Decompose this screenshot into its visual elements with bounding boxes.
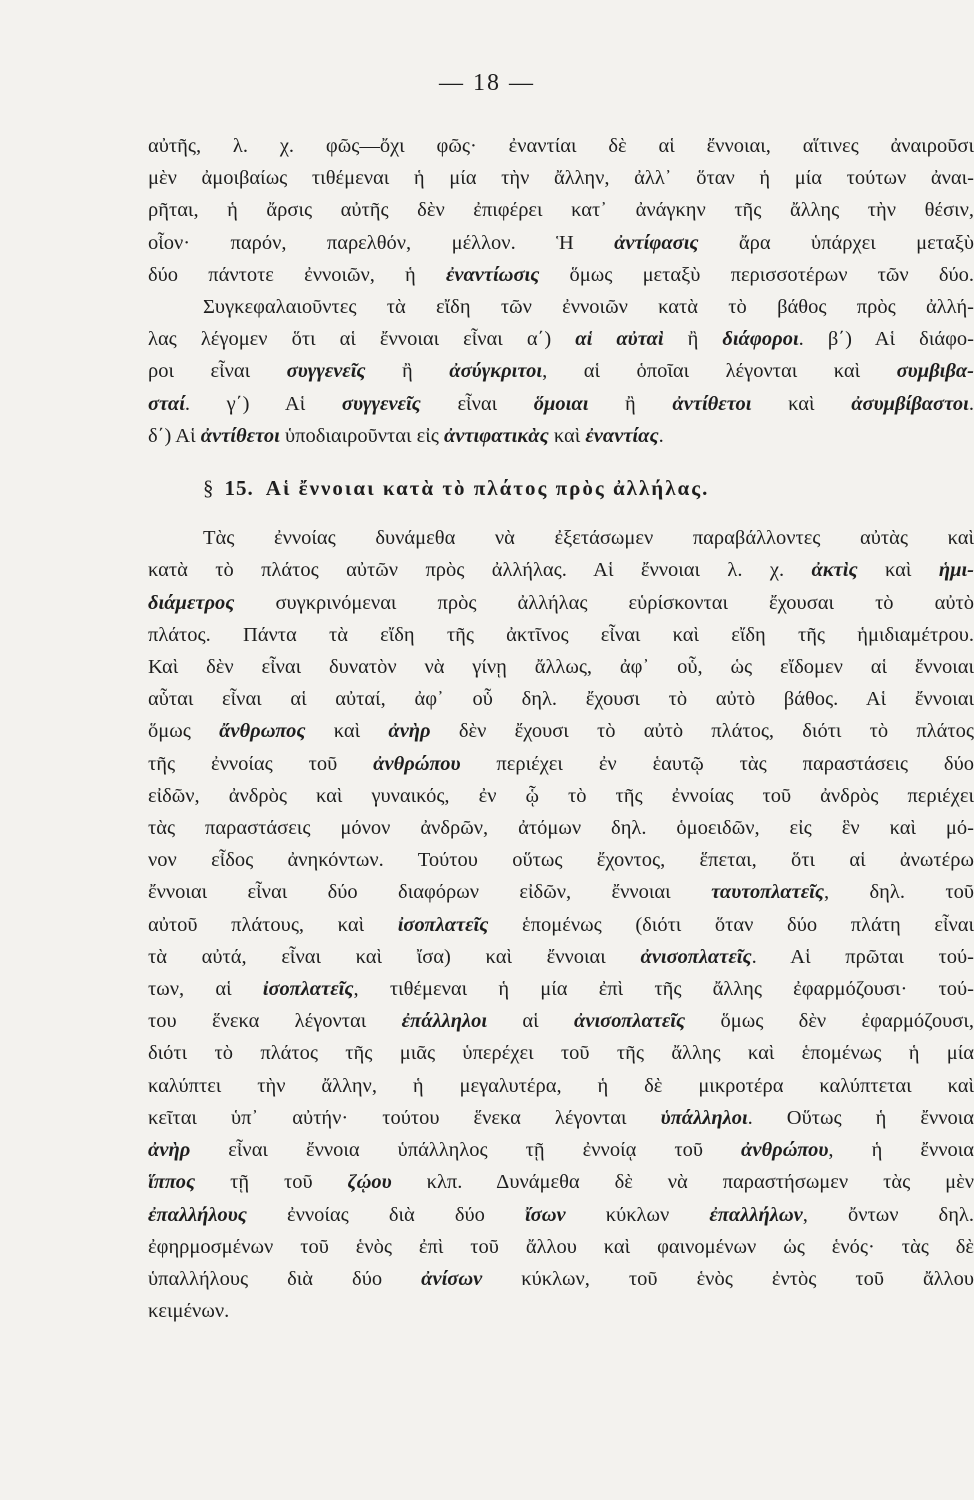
text-line: κατὰ τὸ πλάτος αὐτῶν πρὸς ἀλλήλας. Αἱ ἔννοιαι λ. χ. ἀκτὶς καὶ ἡμι- xyxy=(148,559,974,582)
emphasized-term: ἀνὴρ xyxy=(148,1139,191,1162)
text-line: αὗται εἶναι αἱ αὐταί, ἀφ᾿ οὗ δηλ. ἔχουσι τὸ αὐτὸ βάθος. Αἱ ἔννοιαι xyxy=(148,688,974,711)
text-line: ἐφηρμοσμένων τοῦ ἑνὸς ἐπὶ τοῦ ἄλλου καὶ φαινομένων ὡς ἑνός· τὰς δὲ xyxy=(148,1235,974,1258)
text-line: διάμετρος συγκρινόμεναι πρὸς ἀλλήλας εὑρίσκονται ἔχουσαι τὸ αὐτὸ xyxy=(148,591,974,614)
emphasized-term: ἀνίσων xyxy=(421,1267,483,1290)
text-line: σταί. γ΄) Αἱ συγγενεῖς εἶναι ὅμοιαι ἢ ἀντίθετοι καὶ ἀσυμβίβαστοι. xyxy=(148,392,974,415)
text-line: ὅμως ἄνθρωπος καὶ ἀνὴρ δὲν ἔχουσι τὸ αὐτὸ πλάτος, διότι τὸ πλάτος xyxy=(148,720,974,743)
emphasized-term: ἀσυμβίβαστοι xyxy=(851,392,969,415)
text-line: κειμένων. xyxy=(148,1300,230,1323)
paragraph-2 xyxy=(148,291,974,452)
text-line: Τὰς ἐννοίας δυνάμεθα νὰ ἐξετάσωμεν παραβάλλοντες αὐτὰς καὶ xyxy=(203,527,974,550)
emphasized-term: ἀντίθετοι xyxy=(672,392,752,415)
emphasized-term: ὑπάλληλοι xyxy=(660,1106,748,1129)
emphasized-term: ἐπαλλήλους xyxy=(148,1203,247,1226)
text-line: τῆς ἐννοίας τοῦ ἀνθρώπου περιέχει ἐν ἑαυτῷ τὰς παραστάσεις δύο xyxy=(148,752,974,775)
emphasized-term: ἀκτὶς xyxy=(811,559,858,582)
section-symbol: § xyxy=(203,476,215,501)
emphasized-term: ζῴου xyxy=(347,1171,392,1194)
emphasized-term: ἀνθρώπου xyxy=(741,1139,829,1162)
text-line: δ΄) Αἱ ἀντίθετοι ὑποδιαιροῦνται εἰς ἀντιφατικὰς καὶ ἐναντίας. xyxy=(148,424,664,447)
text-line: νον εἶδος ἀνηκόντων. Τούτου οὕτως ἔχοντος, ἕπεται, ὅτι αἱ ἀνωτέρω xyxy=(148,849,974,872)
paragraph-3 xyxy=(148,522,974,1327)
text-line: τὰ αὐτά, εἶναι καὶ ἴσα) καὶ ἔννοιαι ἀνισοπλατεῖς. Αἱ πρῶται τού- xyxy=(148,945,974,968)
text-line: ἐπαλλήλους ἐννοίας διὰ δύο ἴσων κύκλων ἐπαλλήλων, ὄντων δηλ. xyxy=(148,1203,974,1226)
section-number: 15. xyxy=(224,476,254,501)
text-line: ροι εἶναι συγγενεῖς ἢ ἀσύγκριτοι, αἱ ὁποῖαι λέγονται καὶ συμβιβα- xyxy=(148,360,974,383)
emphasized-term: ἐπαλλήλων xyxy=(709,1203,803,1226)
emphasized-term: ἰσοπλατεῖς xyxy=(397,913,489,936)
emphasized-term: ὅμοιαι xyxy=(533,392,589,415)
text-line: ὑπαλλήλους διὰ δύο ἀνίσων κύκλων, τοῦ ἑνὸς ἐντὸς τοῦ ἄλλου xyxy=(148,1267,974,1290)
text-line: μὲν ἀμοιβαίως τιθέμεναι ἡ μία τὴν ἄλλην, ἀλλ᾿ ὅταν ἡ μία τούτων ἀναι- xyxy=(148,167,974,190)
emphasized-term: συμβιβα- xyxy=(896,360,974,383)
text-line: ἀνὴρ εἶναι ἔννοια ὑπάλληλος τῇ ἐννοίᾳ τοῦ ἀνθρώπου, ἡ ἔννοια xyxy=(148,1139,974,1162)
text-line: Συγκεφαλαιοῦντες τὰ εἴδη τῶν ἐννοιῶν κατὰ τὸ βάθος πρὸς ἀλλή- xyxy=(203,296,974,319)
emphasized-term: ἐναντίωσις xyxy=(445,263,540,286)
text-line: καλύπτει τὴν ἄλλην, ἡ μεγαλυτέρα, ἡ δὲ μικροτέρα καλύπτεται καὶ xyxy=(148,1074,974,1097)
emphasized-term: ἀνισοπλατεῖς xyxy=(640,945,752,968)
paragraph-1 xyxy=(148,130,974,291)
text-line: αὐτοῦ πλάτους, καὶ ἰσοπλατεῖς ἑπομένως (διότι ὅταν δύο πλάτη εἶναι xyxy=(148,913,974,936)
emphasized-term: ἴσων xyxy=(524,1203,566,1226)
emphasized-term: ἀνὴρ xyxy=(388,720,431,743)
text-line: ἔννοιαι εἶναι δύο διαφόρων εἰδῶν, ἔννοιαι ταυτοπλατεῖς, δηλ. τοῦ xyxy=(148,881,974,904)
text-line: λας λέγομεν ὅτι αἱ ἔννοιαι εἶναι α΄) αἱ αὐταὶ ἢ διάφοροι. β΄) Αἱ διάφο- xyxy=(148,328,974,351)
text-line: ρῆται, ἡ ἄρσις αὐτῆς δὲν ἐπιφέρει κατ᾿ ἀνάγκην τῆς ἄλλης τὴν θέσιν, xyxy=(148,199,974,222)
text-line: κεῖται ὑπ᾿ αὐτήν· τούτου ἕνεκα λέγονται ὑπάλληλοι. Οὕτως ἡ ἔννοια xyxy=(148,1106,974,1129)
emphasized-term: ἀνθρώπου xyxy=(373,752,461,775)
emphasized-term: ταυτοπλατεῖς xyxy=(711,881,824,904)
emphasized-term: ἀντίφασις xyxy=(614,231,699,254)
emphasized-term: αἱ αὐταὶ xyxy=(575,328,664,351)
emphasized-term: ἐναντίας xyxy=(585,424,659,447)
page-body xyxy=(148,130,974,1327)
emphasized-term: συγγενεῖς xyxy=(286,360,366,383)
emphasized-term: ἵππος xyxy=(148,1171,196,1194)
section-title: Αἱ ἔννοιαι κατὰ τὸ πλάτος πρὸς ἀλλήλας. xyxy=(265,476,710,501)
text-line: εἰδῶν, ἀνδρὸς καὶ γυναικός, ἐν ᾧ τὸ τῆς ἐννοίας τοῦ ἀνδρὸς περιέχει xyxy=(148,784,974,807)
text-line: διότι τὸ πλάτος τῆς μιᾶς ὑπερέχει τοῦ τῆς ἄλλης καὶ ἑπομένως ἡ μία xyxy=(148,1042,974,1065)
emphasized-term: ἐπάλληλοι xyxy=(401,1010,488,1033)
text-line: τὰς παραστάσεις μόνον ἀνδρῶν, ἀτόμων δηλ. ὁμοειδῶν, εἰς ἓν καὶ μό- xyxy=(148,817,974,840)
text-line: Καὶ δὲν εἶναι δυνατὸν νὰ γίνῃ ἄλλως, ἀφ᾿ οὗ, ὡς εἴδομεν αἱ ἔννοιαι xyxy=(148,656,974,679)
emphasized-term: ἀντιφατικὰς xyxy=(444,424,549,447)
emphasized-term: σταί xyxy=(148,392,185,415)
emphasized-term: συγγενεῖς xyxy=(341,392,421,415)
emphasized-term: ἀσύγκριτοι xyxy=(449,360,543,383)
text-line: πλάτος. Πάντα τὰ εἴδη τῆς ἀκτῖνος εἶναι καὶ εἴδη τῆς ἡμιδιαμέτρου. xyxy=(148,623,974,646)
emphasized-term: ἰσοπλατεῖς xyxy=(262,978,354,1001)
emphasized-term: διάφοροι xyxy=(722,328,799,351)
page-number: — 18 — xyxy=(439,70,535,96)
text-line: αὐτῆς, λ. χ. φῶς—ὄχι φῶς· ἐναντίαι δὲ αἱ ἔννοιαι, αἵτινες ἀναιροῦσι xyxy=(148,135,974,157)
text-line: ἵππος τῇ τοῦ ζῴου κλπ. Δυνάμεθα δὲ νὰ παραστήσωμεν τὰς μὲν xyxy=(148,1171,974,1194)
emphasized-term: ἀνισοπλατεῖς xyxy=(574,1010,686,1033)
text-line: οἷον· παρόν, παρελθόν, μέλλον. Ἡ ἀντίφασις ἄρα ὑπάρχει μεταξὺ xyxy=(148,231,974,254)
emphasized-term: ἀντίθετοι xyxy=(200,424,280,447)
section-heading xyxy=(148,472,974,504)
text-line: των, αἱ ἰσοπλατεῖς, τιθέμεναι ἡ μία ἐπὶ τῆς ἄλλης ἐφαρμόζουσι· τού- xyxy=(148,978,974,1001)
emphasized-term: διάμετρος xyxy=(148,591,235,614)
emphasized-term: ἡμι- xyxy=(938,559,974,582)
text-line: του ἕνεκα λέγονται ἐπάλληλοι αἱ ἀνισοπλατεῖς ὅμως δὲν ἐφαρμόζουσι, xyxy=(148,1010,974,1033)
text-line: δύο πάντοτε ἐννοιῶν, ἡ ἐναντίωσις ὅμως μεταξὺ περισσοτέρων τῶν δύο. xyxy=(148,263,974,286)
emphasized-term: ἄνθρωπος xyxy=(219,720,306,743)
